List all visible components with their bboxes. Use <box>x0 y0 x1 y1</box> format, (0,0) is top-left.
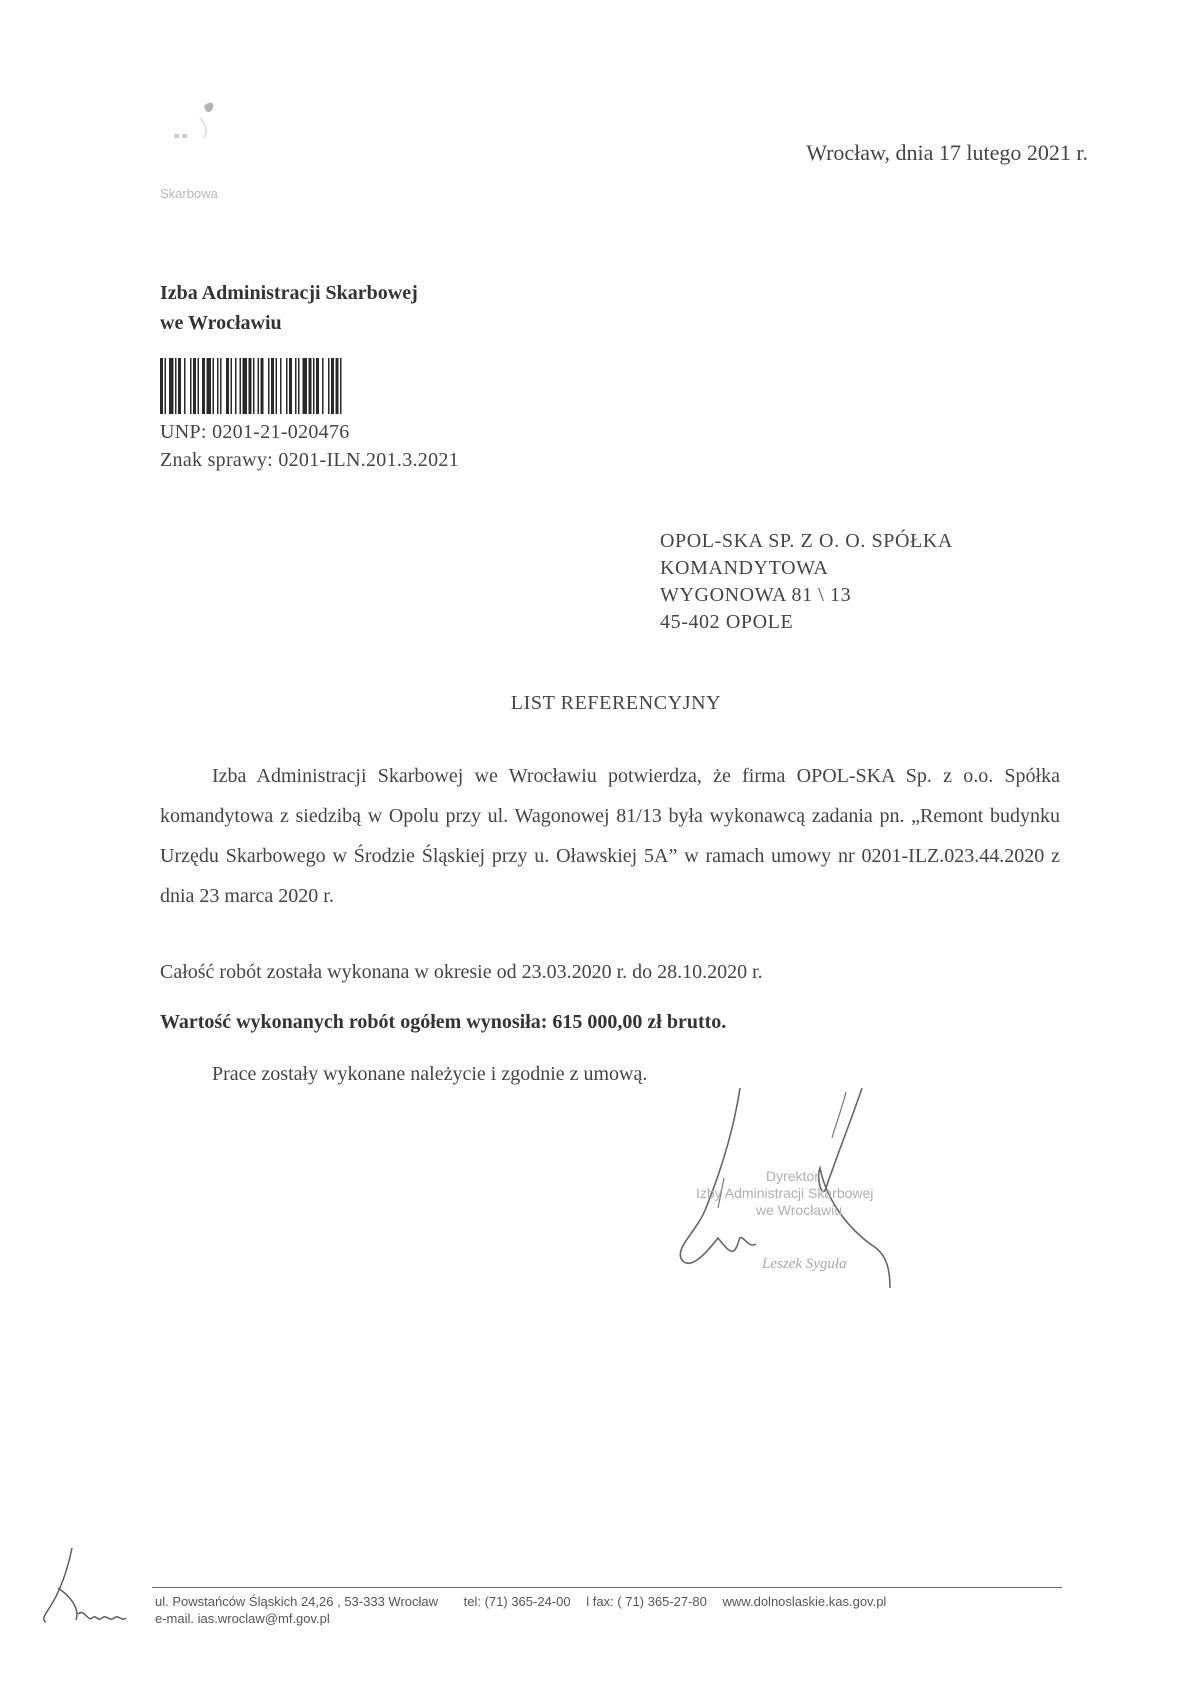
issuer-name <box>160 278 418 338</box>
paragraph-value: Wartość wykonanych robót ogółem wynosiła: 615 000,00 zł brutto. <box>160 1011 727 1033</box>
stamp-line-2: Izby Administracji Skarbowej <box>696 1185 874 1201</box>
logo-mark <box>160 98 240 158</box>
recipient-address <box>660 528 953 636</box>
footer <box>155 1593 898 1627</box>
stamp-line-3: we Wrocławiu <box>756 1202 843 1218</box>
recipient-line-3: WYGONOWA 81 \ 13 <box>660 584 852 606</box>
footer-website[interactable]: www.dolnoslaskie.kas.gov.pl <box>722 1594 887 1609</box>
unp-number: UNP: 0201-21-020476 <box>160 421 350 443</box>
paragraph-confirmation: Izba Administracji Skarbowej we Wrocławiu potwierdza, że firma OPOL-SKA Sp. z o.o. Spółka komandytowa z siedzibą w Opolu przy ul. Wagonowej 81/13 była wykonawcą zadania pn. „Remont budynku Urzędu Skarbowego w Środzie Śląskiej przy u. Oławskiej 5A” w ramach umowy nr 0201-ILZ.023.44.2020 z dnia 23 marca 2020 r. <box>160 765 1060 907</box>
document-title: LIST REFERENCYJNY <box>510 692 722 714</box>
signer-name: Leszek Syguła <box>762 1256 847 1272</box>
recipient-line-2: KOMANDYTOWA <box>660 557 829 579</box>
paragraph-period: Całość robót została wykonana w okresie od 23.03.2020 r. do 28.10.2020 r. <box>160 961 763 983</box>
recipient-line-4: 45-402 OPOLE <box>660 611 794 633</box>
footer-phone: tel: (71) 365-24-00 <box>463 1594 571 1609</box>
stamp-line-1: Dyrektor <box>766 1168 819 1184</box>
reference-block <box>160 418 459 474</box>
paragraph-quality: Prace zostały wykonane należycie i zgodnie z umową. <box>212 1063 648 1085</box>
footer-divider <box>152 1587 1062 1588</box>
official-stamp <box>696 1168 873 1219</box>
footer-email[interactable]: e-mail. ias.wroclaw@mf.gov.pl <box>155 1611 330 1626</box>
issuer-line-1: Izba Administracji Skarbowej <box>160 282 418 304</box>
footer-address: ul. Powstańców Śląskich 24,26 , 53-333 Wrocław <box>155 1594 439 1609</box>
recipient-line-1: OPOL-SKA SP. Z O. O. SPÓŁKA <box>660 530 953 552</box>
logo-text: Skarbowa <box>160 186 218 201</box>
case-number: Znak sprawy: 0201-ILN.201.3.2021 <box>160 449 459 471</box>
footer-fax: l fax: ( 71) 365-27-80 <box>586 1594 707 1609</box>
barcode <box>160 358 448 414</box>
date-line: Wrocław, dnia 17 lutego 2021 r. <box>806 140 1088 165</box>
issuer-line-2: we Wrocławiu <box>160 312 282 334</box>
initials-scribble <box>40 1548 130 1634</box>
